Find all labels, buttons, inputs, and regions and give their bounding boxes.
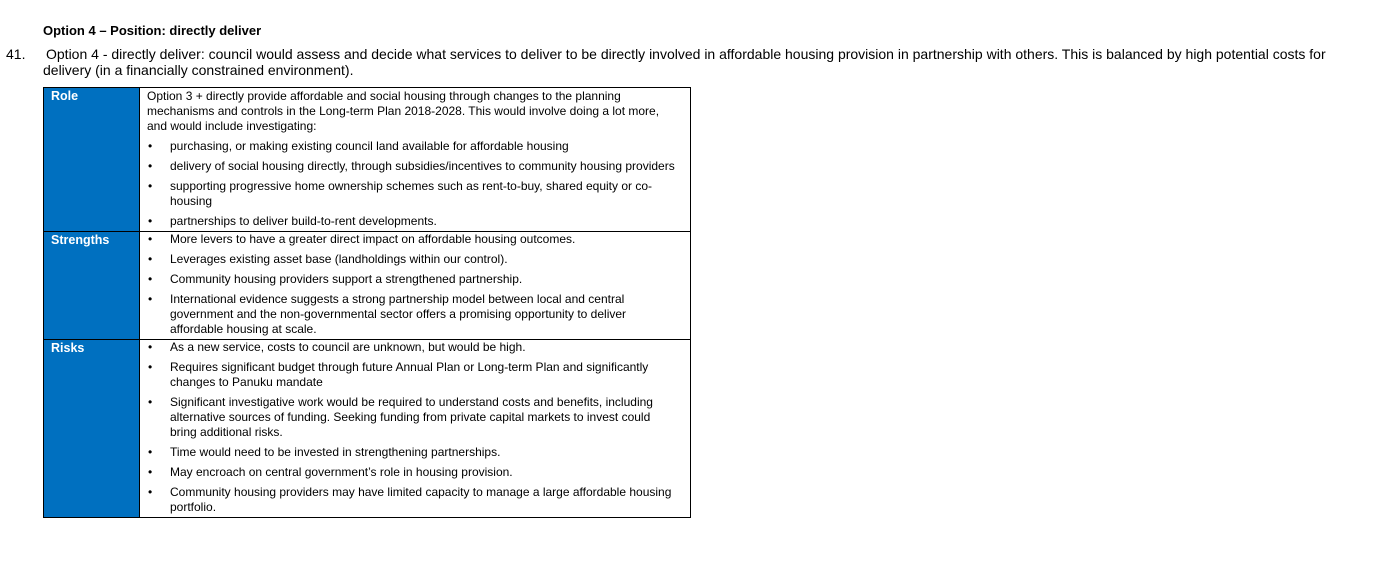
list-item: • International evidence suggests a strong partnership model between local and central government and the non-governmental sector offers a promising opportunity to deliver affordable housing at scale.	[147, 292, 680, 337]
strengths-bullet-list	[147, 232, 680, 337]
paragraph-text: Option 4 - directly deliver: council would assess and decide what services to deliver to be directly involved in affordable housing provision in partnership with others. This is balanced by high potential costs for delivery (in a financially constrained environment).	[43, 46, 1326, 78]
section-heading: Option 4 – Position: directly deliver	[43, 23, 262, 38]
role-intro: Option 3 + directly provide affordable and social housing through changes to the planning mechanisms and controls in the Long-term Plan 2018-2028. This would involve doing a lot more, and would include investigating:	[147, 89, 660, 133]
list-item: • partnerships to deliver build-to-rent developments.	[147, 214, 680, 229]
strengths-label: Strengths	[51, 233, 110, 247]
numbered-paragraph	[6, 46, 1368, 78]
paragraph-number: 41.	[6, 46, 26, 62]
list-item: • As a new service, costs to council are unknown, but would be high.	[147, 340, 680, 355]
table-row-strengths	[44, 232, 691, 340]
role-content-cell	[140, 88, 691, 232]
strengths-content-cell	[140, 232, 691, 340]
list-item: • purchasing, or making existing council land available for affordable housing	[147, 139, 680, 154]
list-item: • Community housing providers may have limited capacity to manage a large affordable housing portfolio.	[147, 485, 680, 515]
strengths-label-cell	[44, 232, 140, 340]
role-label: Role	[51, 89, 79, 103]
list-item: • Leverages existing asset base (landholdings within our control).	[147, 252, 680, 267]
table-row-risks	[44, 340, 691, 518]
list-item: • May encroach on central government’s role in housing provision.	[147, 465, 680, 480]
role-label-cell	[44, 88, 140, 232]
list-item: • Time would need to be invested in strengthening partnerships.	[147, 445, 680, 460]
role-bullet-list	[147, 139, 680, 229]
risks-label: Risks	[51, 341, 85, 355]
list-item: • Community housing providers support a strengthened partnership.	[147, 272, 680, 287]
risks-bullet-list	[147, 340, 680, 515]
risks-content-cell	[140, 340, 691, 518]
table-row-role	[44, 88, 691, 232]
list-item: • Requires significant budget through future Annual Plan or Long-term Plan and significantly changes to Panuku mandate	[147, 360, 680, 390]
risks-label-cell	[44, 340, 140, 518]
list-item: • delivery of social housing directly, through subsidies/incentives to community housing providers	[147, 159, 680, 174]
list-item: • supporting progressive home ownership schemes such as rent-to-buy, shared equity or co-housing	[147, 179, 680, 209]
option-table	[43, 87, 691, 518]
list-item: • Significant investigative work would be required to understand costs and benefits, including alternative sources of funding. Seeking funding from private capital markets to invest could bring additional risks.	[147, 395, 680, 440]
list-item: • More levers to have a greater direct impact on affordable housing outcomes.	[147, 232, 680, 247]
